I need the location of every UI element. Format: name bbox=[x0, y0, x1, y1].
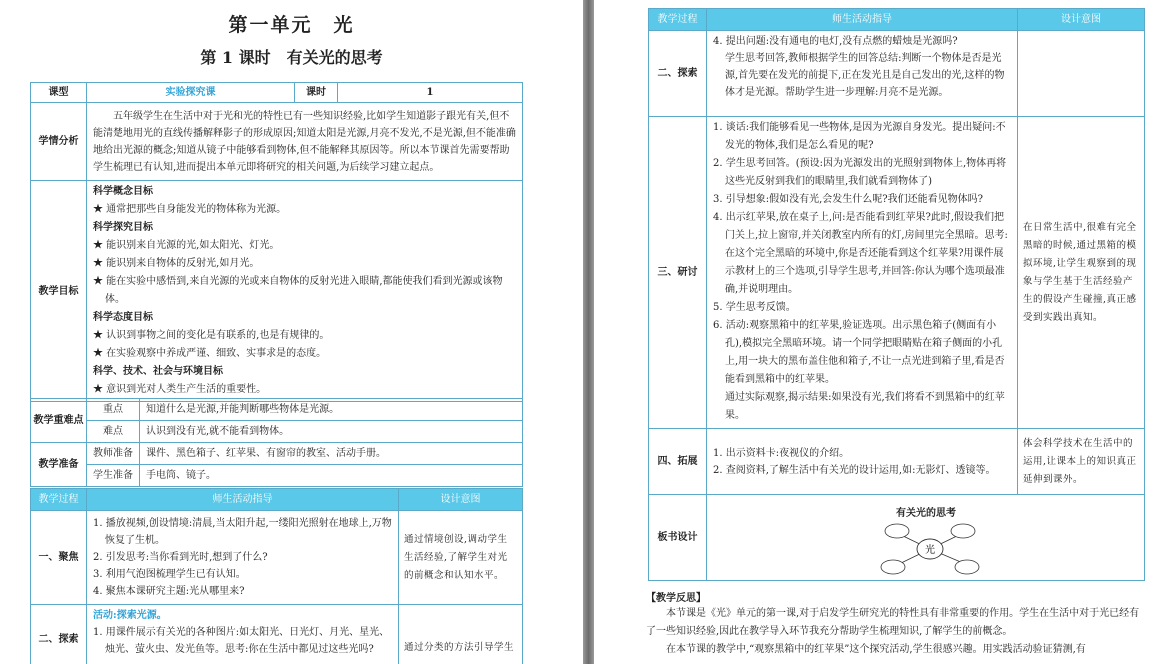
activity-item: 4. 提出问题:没有通电的电灯,没有点燃的蜡烛是光源吗? bbox=[713, 36, 958, 47]
prep-label: 教学准备 bbox=[31, 443, 87, 487]
type-label: 课型 bbox=[31, 83, 87, 103]
activity-item: 3. 引导想象:假如没有光,会发生什么呢?我们还能看见物体吗? bbox=[713, 194, 983, 205]
keypoints-prep-table bbox=[30, 398, 523, 487]
key-label: 重点 bbox=[87, 399, 140, 421]
stage-explore-activities bbox=[707, 31, 1018, 117]
goal-heading: 科学、技术、社会与环境目标 bbox=[93, 366, 223, 377]
period-label: 课时 bbox=[295, 83, 338, 103]
process-header-stage: 教学过程 bbox=[31, 489, 87, 511]
goal-heading: 科学态度目标 bbox=[93, 312, 153, 323]
stage-extend-activities bbox=[707, 429, 1018, 495]
keypoints-label: 教学重难点 bbox=[31, 399, 87, 443]
goal-heading: 科学概念目标 bbox=[93, 186, 153, 197]
stage-discuss-design: 在日常生活中,很难有完全黑暗的时候,通过黑箱的模拟环境,让学生观察到的现象与学生基于生活经验产生的假设产生碰撞,真正感受到实践出真知。 bbox=[1018, 117, 1145, 429]
process-header-activity: 师生活动指导 bbox=[87, 489, 399, 511]
bubble-node bbox=[881, 560, 905, 574]
activity-item: 2. 引发思考:当你看到光时,想到了什么? bbox=[93, 552, 268, 563]
unit-title: 第一单元 光 bbox=[228, 14, 355, 36]
student-prep-text: 手电筒、镜子。 bbox=[140, 465, 523, 487]
stage-extend-label: 四、拓展 bbox=[649, 429, 707, 495]
process-header-design: 设计意图 bbox=[1018, 9, 1145, 31]
process-table-left bbox=[30, 488, 523, 664]
activity-item: 1. 播放视频,创设情境:清晨,当太阳升起,一缕阳光照射在地球上,万物恢复了生机。 bbox=[93, 518, 392, 546]
lesson-info-table bbox=[30, 82, 523, 402]
bubble-node bbox=[951, 524, 975, 538]
goal-item: ★ 能在实验中感悟到,来自光源的光或来自物体的反射光进入眼睛,都能使我们看到光源或该物体。 bbox=[93, 276, 503, 305]
goal-item: ★ 通常把那些自身能发光的物体称为光源。 bbox=[93, 204, 287, 215]
key-text: 知道什么是光源,并能判断哪些物体是光源。 bbox=[140, 399, 523, 421]
goal-item: ★ 在实验观察中养成严谨、细致、实事求是的态度。 bbox=[93, 348, 327, 359]
bubble-map-diagram bbox=[875, 521, 985, 577]
bubble-node bbox=[885, 524, 909, 538]
process-header-stage: 教学过程 bbox=[649, 9, 707, 31]
page-gutter bbox=[583, 0, 594, 664]
stage-explore-label: 二、探索 bbox=[649, 31, 707, 117]
activity-item: 2. 学生思考回答。(预设:因为光源发出的光照射到物体上,物体再将这些光反射到我们的眼睛里,我们就看到物体了) bbox=[713, 158, 1007, 187]
activity-item: 3. 利用气泡图梳理学生已有认知。 bbox=[93, 569, 246, 580]
activity-item: 4. 聚焦本课研究主题:光从哪里来? bbox=[93, 586, 245, 597]
stage-discuss-activities bbox=[707, 117, 1018, 429]
bubble-node bbox=[955, 560, 979, 574]
stage-focus-design: 通过情境创设,调动学生生活经验,了解学生对光的前概念和认知水平。 bbox=[399, 511, 523, 605]
activity-item: 6. 活动:观察黑箱中的红苹果,验证选项。出示黑色箱子(侧面有小孔),模拟完全黑暗环境。请一个同学把眼睛贴在箱子侧面的小孔上,用一块大的黑布盖住他和箱子,不让一点光进到箱子里,看是否能看到黑箱中的红苹果。 bbox=[713, 320, 1005, 385]
activity-item: 2. 查阅资料,了解生活中有关光的设计运用,如:无影灯、透镜等。 bbox=[713, 464, 996, 476]
board-design-label: 板书设计 bbox=[649, 495, 707, 581]
diff-label: 难点 bbox=[87, 421, 140, 443]
activity-item: 学生思考回答,教师根据学生的回答总结:判断一个物体是否是光源,首先要在发光的前提下,正在发光且是自己发出的光,这样的物体才是光源。帮助学生进一步理解:月亮不是光源。 bbox=[725, 53, 1005, 98]
type-value: 实验探究课 bbox=[87, 83, 295, 103]
bubble-center-label: 光 bbox=[925, 545, 935, 556]
student-prep-label: 学生准备 bbox=[87, 465, 140, 487]
stage-discuss-label: 三、研讨 bbox=[649, 117, 707, 429]
stage-extend-design: 体会科学技术在生活中的运用,让课本上的知识真正延伸到课外。 bbox=[1018, 429, 1145, 495]
board-design-area bbox=[707, 495, 1145, 581]
left-page bbox=[0, 0, 583, 664]
stage-explore-activities bbox=[87, 605, 399, 664]
reflection-title: 【教学反思】 bbox=[646, 593, 706, 604]
goal-item: ★ 能识别来自物体的反射光,如月光。 bbox=[93, 258, 260, 269]
activity-title: 活动:探索光源。 bbox=[93, 610, 167, 621]
diff-text: 认识到没有光,就不能看到物体。 bbox=[140, 421, 523, 443]
teacher-prep-text: 课件、黑色箱子、红苹果、有窗帘的教室、活动手册。 bbox=[140, 443, 523, 465]
process-table-right bbox=[648, 8, 1145, 581]
stage-explore-design bbox=[1018, 31, 1145, 117]
right-page bbox=[594, 0, 1168, 664]
activity-item: 1. 出示资料卡:夜视仪的介绍。 bbox=[713, 447, 850, 459]
activity-item: 通过实际观察,揭示结果:如果没有光,我们将看不到黑箱中的红苹果。 bbox=[725, 392, 1005, 421]
teacher-prep-label: 教师准备 bbox=[87, 443, 140, 465]
goal-item: ★ 意识到光对人类生产生活的重要性。 bbox=[93, 384, 267, 395]
activity-item: 1. 谈话:我们能够看见一些物体,是因为光源自身发光。提出疑问:不发光的物体,我们是怎么看见的呢? bbox=[713, 122, 1006, 151]
board-title: 有关光的思考 bbox=[896, 508, 956, 519]
reflection-paragraph: 在本节课的教学中,“观察黑箱中的红苹果”这个探究活动,学生很感兴趣。用实践活动验证猜测,有 bbox=[666, 644, 1086, 655]
goal-item: ★ 认识到事物之间的变化是有联系的,也是有规律的。 bbox=[93, 330, 330, 341]
process-header-design: 设计意图 bbox=[399, 489, 523, 511]
activity-item: 1. 用课件展示有关光的各种图片:如太阳光、日光灯、月光、星光、烛光、萤火虫、发光鱼等。思考:你在生活中都见过这些光吗? bbox=[93, 627, 390, 655]
process-header-activity: 师生活动指导 bbox=[707, 9, 1018, 31]
stage-explore-label: 二、探索 bbox=[31, 605, 87, 664]
reflection-paragraph: 本节课是《光》单元的第一课,对于启发学生研究光的特性具有非常重要的作用。学生在生活中对于光已经有了一些知识经验,因此在教学导入环节我充分帮助学生梳理知识,了解学生的前概念。 bbox=[646, 608, 1140, 637]
goal-heading: 科学探究目标 bbox=[93, 222, 153, 233]
activity-item: 4. 出示红苹果,放在桌子上,问:是否能看到红苹果?此时,假设我们把门关上,拉上窗帘,并关闭教室内所有的灯,房间里完全黑暗。思考:在这个完全黑暗的环境中,你是否还能看到这个红苹果?用课件展示教材上的三个选项,引导学生思考,并回答:你认为哪个选项最准确,并说明理由。 bbox=[713, 212, 1008, 295]
goals-label: 教学目标 bbox=[31, 181, 87, 402]
analysis-label: 学情分析 bbox=[31, 103, 87, 181]
stage-focus-label: 一、聚焦 bbox=[31, 511, 87, 605]
stage-focus-activities bbox=[87, 511, 399, 605]
goal-item: ★ 能识别来自光源的光,如太阳光、灯光。 bbox=[93, 240, 280, 251]
activity-item: 5. 学生思考反馈。 bbox=[713, 302, 796, 313]
stage-explore-design: 通过分类的方法引导学生 bbox=[399, 605, 523, 664]
analysis-text: 五年级学生在生活中对于光和光的特性已有一些知识经验,比如学生知道影子跟光有关,但不能清楚地用光的直线传播解释影子的形成原因;知道太阳是光源,月亮不发光,不是光源,但不能准确地给出光源的概念;知道从镜子中能够看到物体,但不能解释其原因等。所以本节课首先需要帮助学生梳理已有认知,进而提出本单元即将研究的相关问题,为后续学习建立起点。 bbox=[87, 103, 523, 181]
lesson-title: 第 1 课时 有关光的思考 bbox=[200, 48, 383, 67]
goals-list bbox=[87, 181, 523, 402]
period-value: 1 bbox=[338, 83, 523, 103]
